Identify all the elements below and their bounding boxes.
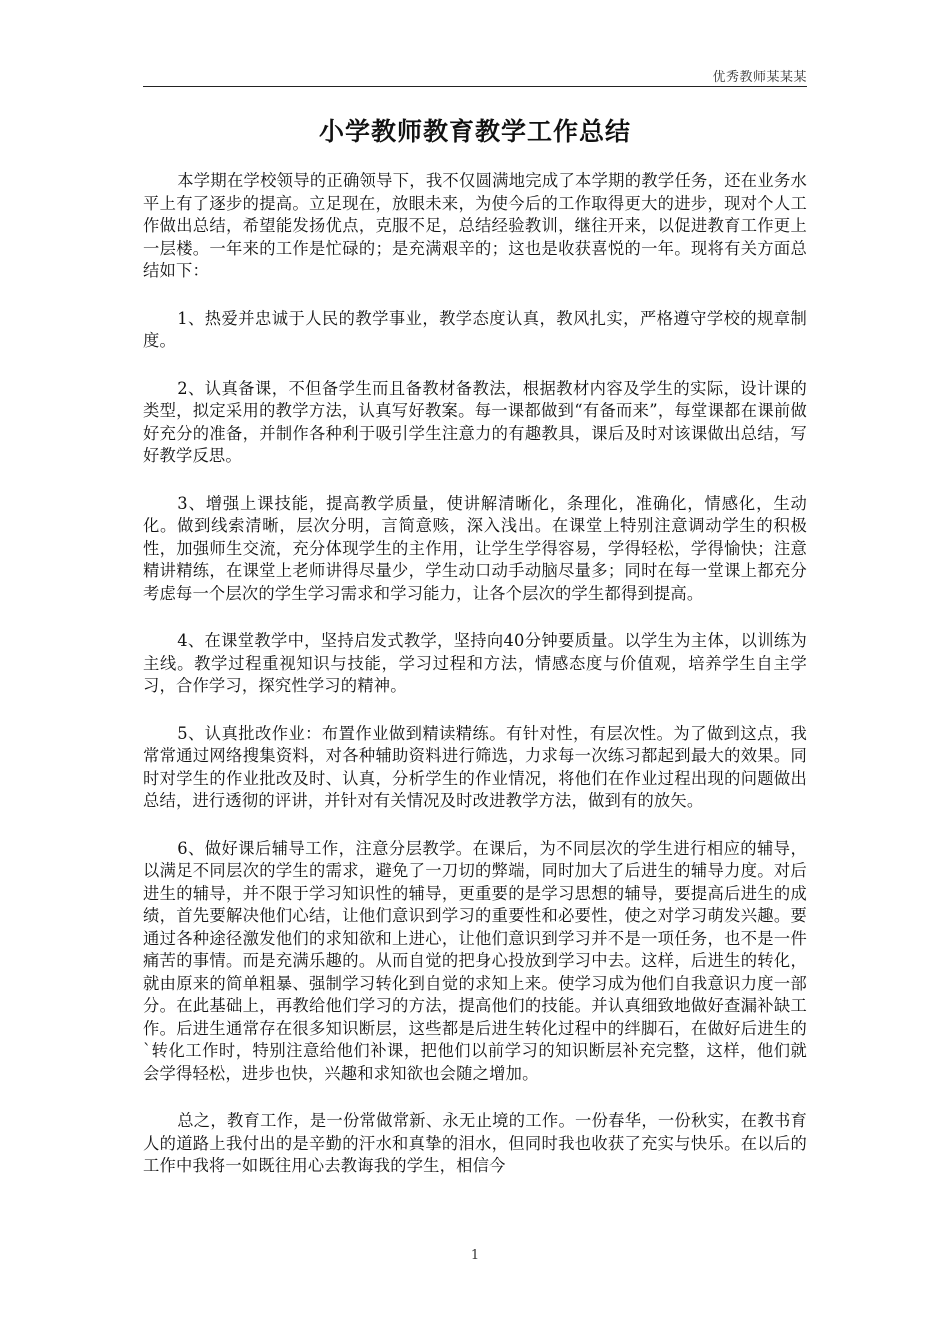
paragraph-5: 5、认真批改作业：布置作业做到精读精练。有针对性，有层次性。为了做到这点，我常常通过网络搜集资料，对各种辅助资料进行筛选，力求每一次练习都起到最大的效果。同时对学生的作业批改及时、认真，分析学生的作业情况，将他们在作业过程出现的问题做出总结，进行透彻的评讲，并针对有关情况及时改进教学方法，做到有的放矢。: [143, 723, 807, 810]
paragraph-1: 1、热爱并忠诚于人民的教学事业，教学态度认真，教风扎实，严格遵守学校的规章制度。: [143, 308, 807, 350]
header-divider: [143, 86, 807, 87]
paragraph-4: 4、在课堂教学中，坚持启发式教学，坚持向40分钟要质量。以学生为主体，以训练为主线。教学过程重视知识与技能，学习过程和方法，情感态度与价值观，培养学生自主学习，合作学习，探究性学习的精神。: [143, 631, 807, 695]
paragraph-2: 2、认真备课，不但备学生而且备教材备教法，根据教材内容及学生的实际，设计课的类型，拟定采用的教学方法，认真写好教案。每一课都做到“有备而来”，每堂课都在课前做好充分的准备，并制作各种利于吸引学生注意力的有趣教具，课后及时对该课做出总结，写好教学反思。: [143, 378, 807, 465]
header-author: 优秀教师某某某: [712, 70, 807, 85]
paragraph-6: 6、做好课后辅导工作，注意分层教学。在课后，为不同层次的学生进行相应的辅导，以满足不同层次的学生的需求，避免了一刀切的弊端，同时加大了后进生的辅导力度。对后进生的辅导，并不限于学习知识性的辅导，更重要的是学习思想的辅导，要提高后进生的成绩，首先要解决他们心结，让他们意识到学习的重要性和必要性，使之对学习萌发兴趣。要通过各种途径激发他们的求知欲和上进心，让他们意识到学习并不是一项任务，也不是一件痛苦的事情。而是充满乐趣的。从而自觉的把身心投放到学习中去。这样，后进生的转化，就由原来的简单粗暴、强制学习转化到自觉的求知上来。使学习成为他们自我意识力度一部分。在此基础上，再教给他们学习的方法，提高他们的技能。并认真细致地做好查漏补缺工作。后进生通常存在很多知识断层，这些都是后进生转化过程中的绊脚石，在做好后进生的`转化工作时，特别注意给他们补课，把他们以前学习的知识断层补充完整，这样，他们就会学得轻松，进步也快，兴趣和求知欲也会随之增加。: [143, 838, 807, 1083]
paragraph-3: 3、增强上课技能，提高教学质量，使讲解清晰化，条理化，准确化，情感化，生动化。做到线索清晰，层次分明，言简意赅，深入浅出。在课堂上特别注意调动学生的积极性，加强师生交流，充分体现学生的主作用，让学生学得容易，学得轻松，学得愉快；注意精讲精练，在课堂上老师讲得尽量少，学生动口动手动脑尽量多；同时在每一堂课上都充分考虑每一个层次的学生学习需求和学习能力，让各个层次的学生都得到提高。: [143, 493, 807, 603]
document-body: [143, 170, 807, 1203]
page-number: 1: [470, 1248, 480, 1263]
paragraph-intro: 本学期在学校领导的正确领导下，我不仅圆满地完成了本学期的教学任务，还在业务水平上有了逐步的提高。立足现在，放眼未来，为使今后的工作取得更大的进步，现对个人工作做出总结，希望能发扬优点，克服不足，总结经验教训，继往开来，以促进教育工作更上一层楼。一年来的工作是忙碌的；是充满艰辛的；这也是收获喜悦的一年。现将有关方面总结如下：: [143, 171, 807, 280]
document-title: 小学教师教育教学工作总结: [318, 117, 631, 146]
paragraph-conclusion: 总之，教育工作，是一份常做常新、永无止境的工作。一份春华，一份秋实，在教书育人的道路上我付出的是辛勤的汗水和真挚的泪水，但同时我也收获了充实与快乐。在以后的工作中我将一如既往用心去教诲我的学生，相信今: [143, 1111, 807, 1175]
